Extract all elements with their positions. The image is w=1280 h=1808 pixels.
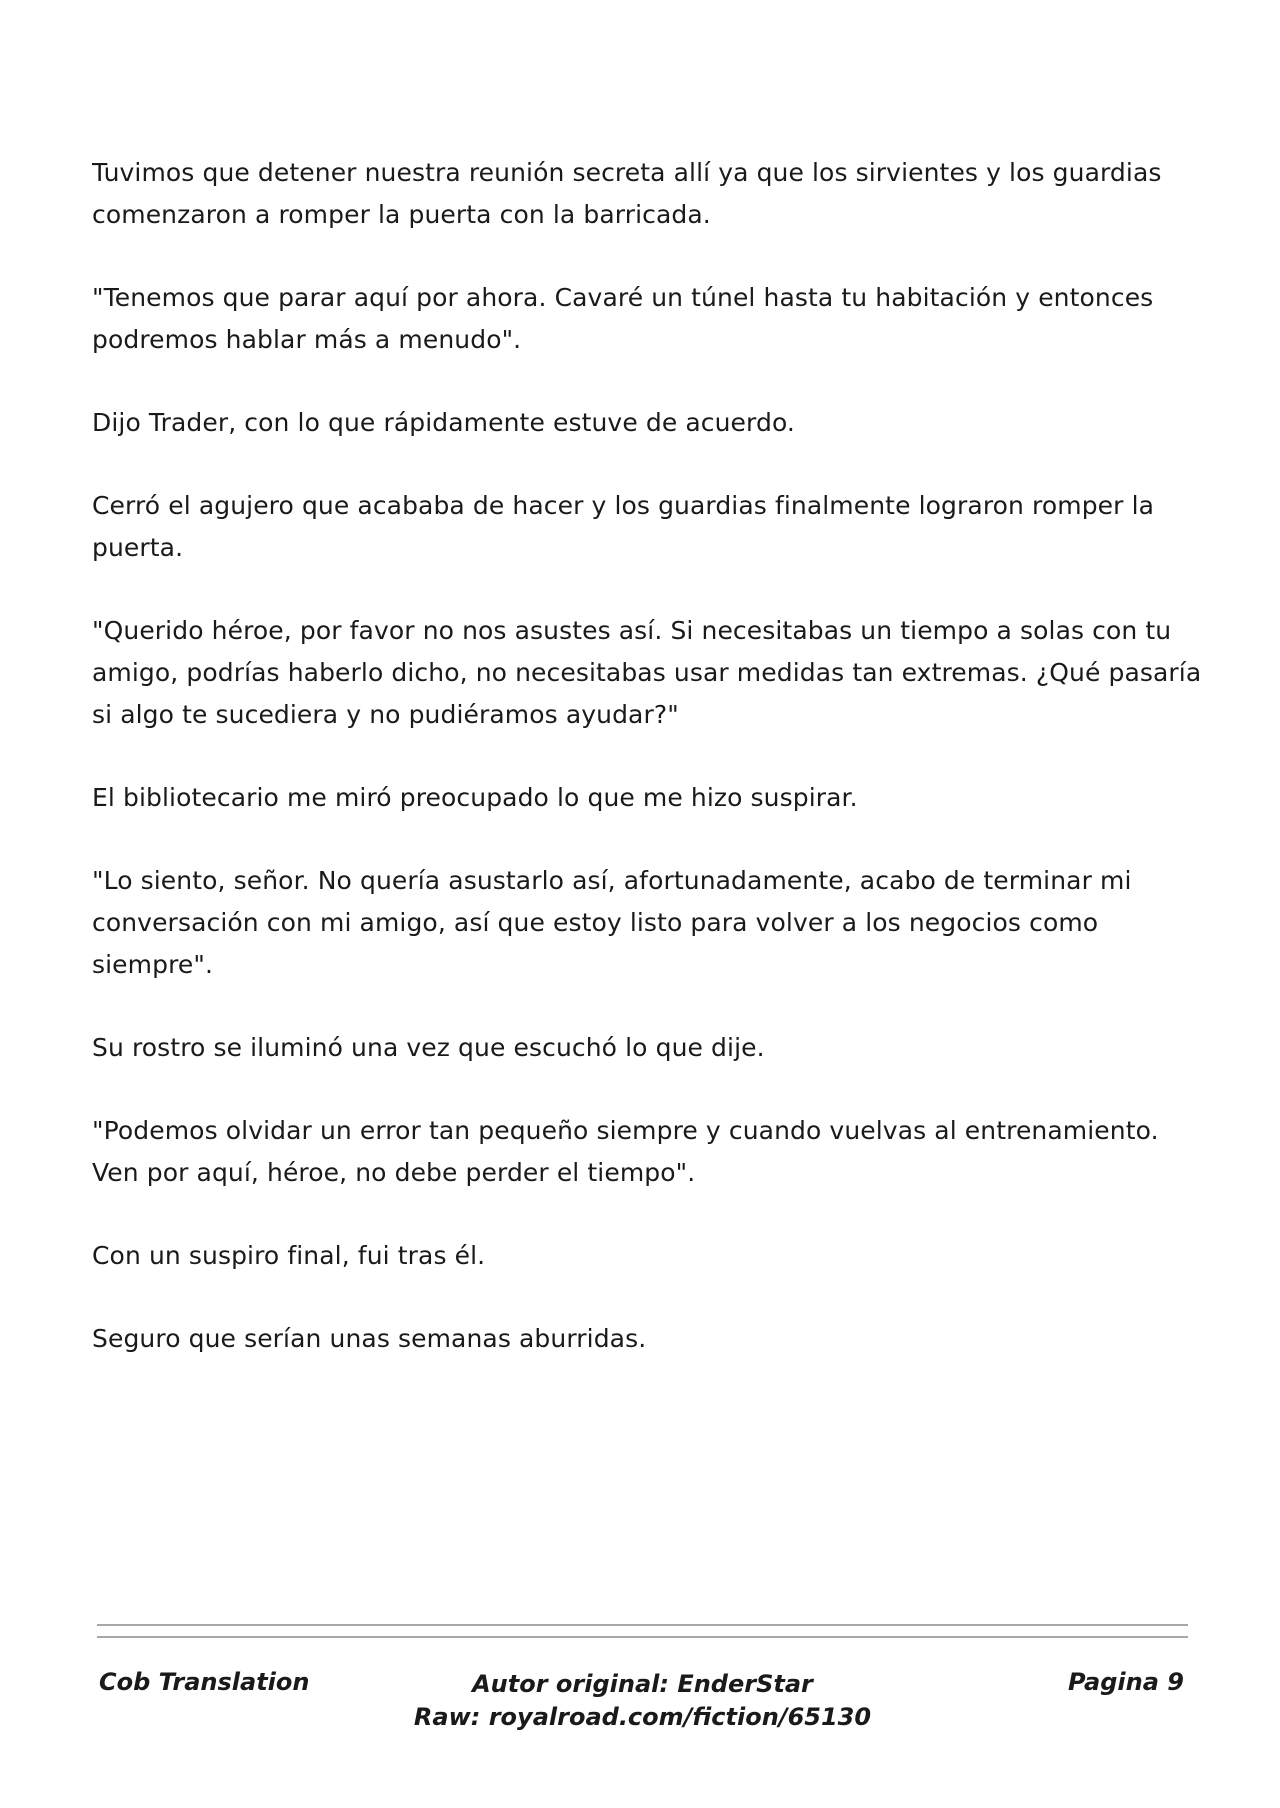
paragraph: Cerró el agujero que acababa de hacer y los guardias finalmente lograron romper la puerta. — [92, 491, 1155, 562]
footer-divider-bottom — [97, 1636, 1188, 1638]
paragraph: "Lo siento, señor. No quería asustarlo así, afortunadamente, acabo de terminar mi conversación con mi amigo, así que estoy listo para volver a los negocios como siempre". — [92, 866, 1132, 979]
paragraph: Con un suspiro final, fui tras él. — [92, 1241, 486, 1270]
footer-divider-top — [97, 1624, 1188, 1626]
footer-credits — [97, 1668, 1188, 1734]
footer-author: Autor original: EnderStar — [472, 1670, 813, 1698]
paragraph: El bibliotecario me miró preocupado lo que me hizo suspirar. — [92, 783, 858, 812]
paragraph: Tuvimos que detener nuestra reunión secreta allí ya que los sirvientes y los guardias comenzaron a romper la puerta con la barricada. — [92, 158, 1162, 229]
paragraph: Seguro que serían unas semanas aburridas. — [92, 1324, 647, 1353]
paragraph: "Querido héroe, por favor no nos asustes así. Si necesitabas un tiempo a solas con tu amigo, podrías haberlo dicho, no necesitabas usar medidas tan extremas. ¿Qué pasaría si algo te sucediera y no pudiéramos ayudar?" — [92, 616, 1202, 729]
paragraph: "Podemos olvidar un error tan pequeño siempre y cuando vuelvas al entrenamiento. Ven por aquí, héroe, no debe perder el tiempo". — [92, 1116, 1159, 1187]
body-text — [92, 152, 1202, 1401]
page-footer — [97, 1664, 1188, 1744]
paragraph: Su rostro se iluminó una vez que escuchó lo que dije. — [92, 1033, 765, 1062]
footer-raw-source: Raw: royalroad.com/fiction/65130 — [413, 1703, 872, 1731]
paragraph: Dijo Trader, con lo que rápidamente estuve de acuerdo. — [92, 408, 795, 437]
footer-translator: Cob Translation — [99, 1668, 310, 1696]
paragraph: "Tenemos que parar aquí por ahora. Cavaré un túnel hasta tu habitación y entonces podremos hablar más a menudo". — [92, 283, 1154, 354]
footer-page-number: Pagina 9 — [1068, 1668, 1184, 1696]
